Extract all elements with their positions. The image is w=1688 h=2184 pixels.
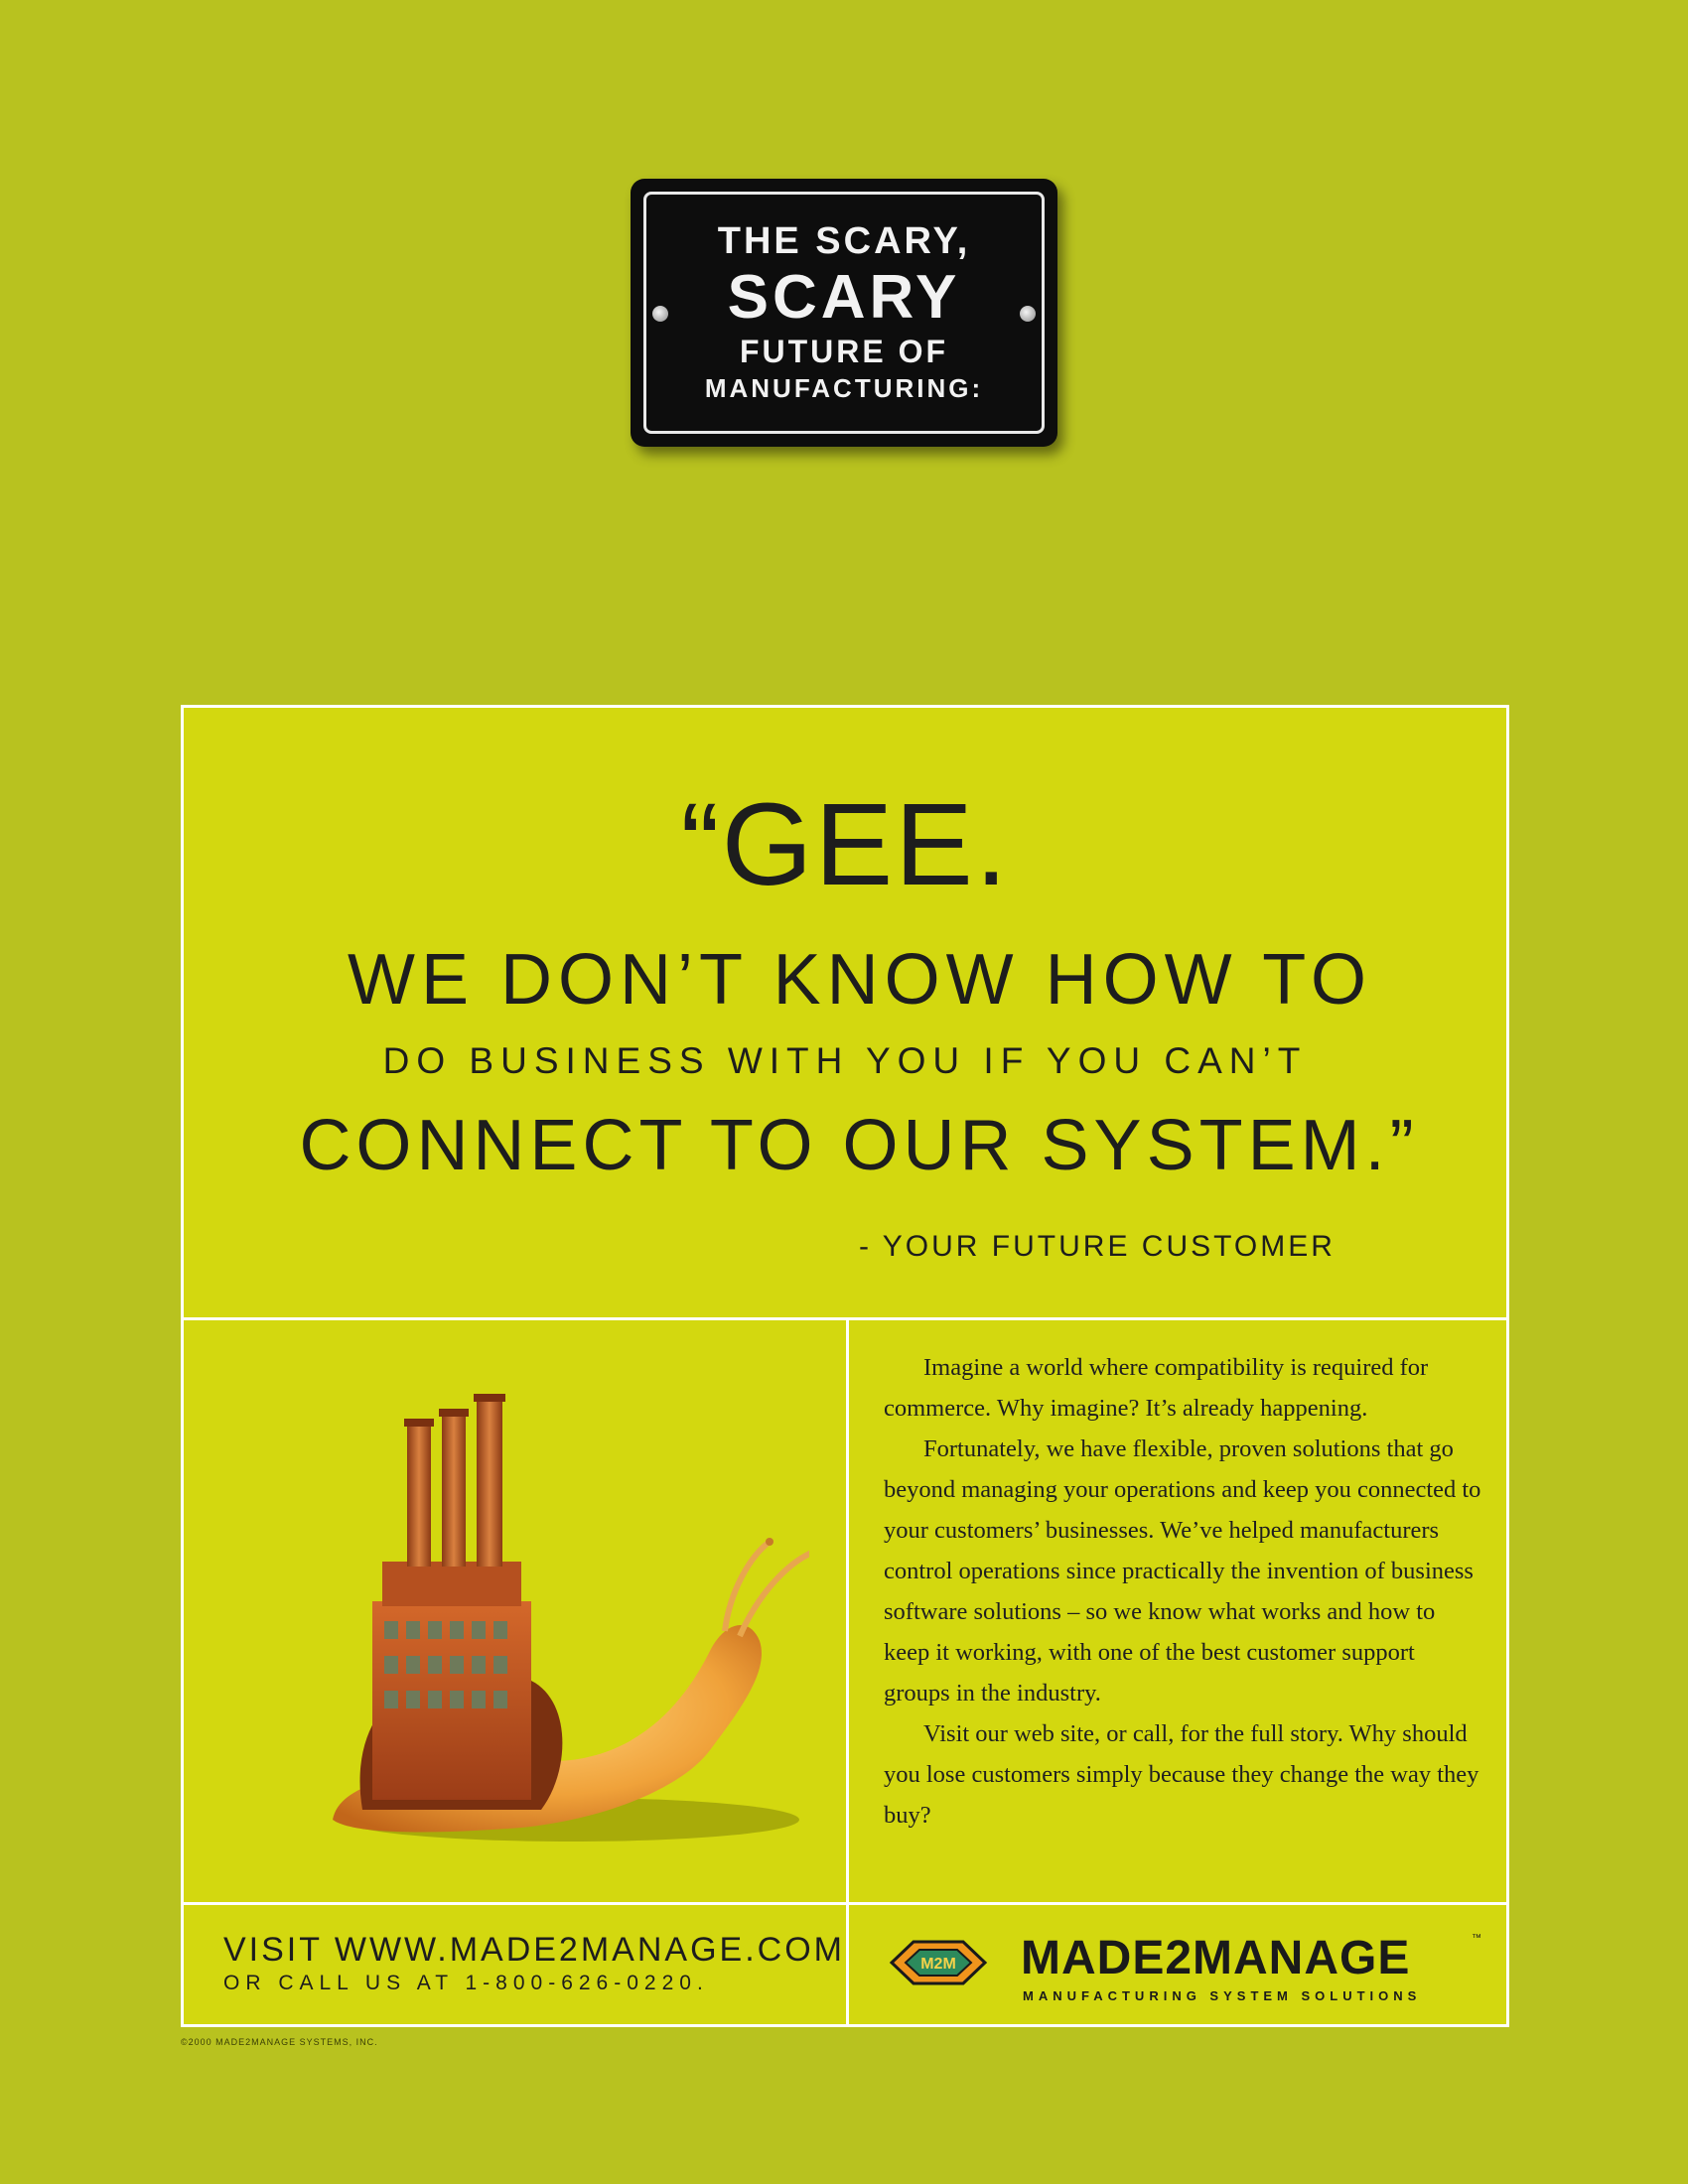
divider [184, 1902, 1506, 1905]
copyright-notice: ©2000 MADE2MANAGE SYSTEMS, INC. [181, 2037, 378, 2047]
m2m-logo-icon [884, 1939, 993, 1986]
phone-number: OR CALL US AT 1-800-626-0220. [223, 1972, 709, 1994]
headline-plaque [631, 179, 1057, 447]
body-paragraph-2: Fortunately, we have flexible, proven solutions that go beyond managing your operations and keep you connected to your customers’ businesses. We’ve helped manufacturers control operations since practically the invention of business software solutions – so we know what works and how to keep it working, with one of the best customer support groups in the industry. [884, 1435, 1481, 1706]
quote-line-1: “GEE. [680, 779, 1010, 910]
body-copy [884, 1347, 1484, 1836]
divider [846, 1317, 849, 2024]
quote-line-2: WE DON’T KNOW HOW TO [348, 940, 1372, 1020]
contact-block [223, 1931, 845, 1995]
plaque-line-2: SCARY [727, 263, 961, 332]
quote-attribution: - YOUR FUTURE CUSTOMER [859, 1230, 1336, 1263]
ad-panel [181, 705, 1509, 2027]
made2manage-logo [884, 1931, 1481, 2003]
body-paragraph-3: Visit our web site, or call, for the full story. Why should you lose customers simply because they change the way they buy? [884, 1720, 1479, 1829]
plaque-line-4: MANUFACTURING: [704, 373, 984, 403]
plaque-line-3: FUTURE OF [739, 334, 949, 369]
trademark-symbol: ™ [1472, 1933, 1481, 1944]
brand-name: MADE2MANAGE [1021, 1932, 1411, 1984]
brand-tagline: MANUFACTURING SYSTEM SOLUTIONS [1023, 1988, 1422, 2003]
website-link[interactable]: VISIT WWW.MADE2MANAGE.COM [223, 1931, 845, 1969]
body-paragraph-1: Imagine a world where compatibility is required for commerce. Why imagine? It’s already happening. [884, 1354, 1429, 1422]
plaque-line-1: THE SCARY, [717, 220, 971, 262]
quote-line-4: CONNECT TO OUR SYSTEM.” [299, 1106, 1419, 1185]
factory-snail-illustration [273, 1353, 809, 1869]
quote-line-3: DO BUSINESS WITH YOU IF YOU CAN’T [382, 1040, 1308, 1081]
svg-text:M2M: M2M [920, 1956, 956, 1973]
divider [184, 1317, 1506, 1320]
